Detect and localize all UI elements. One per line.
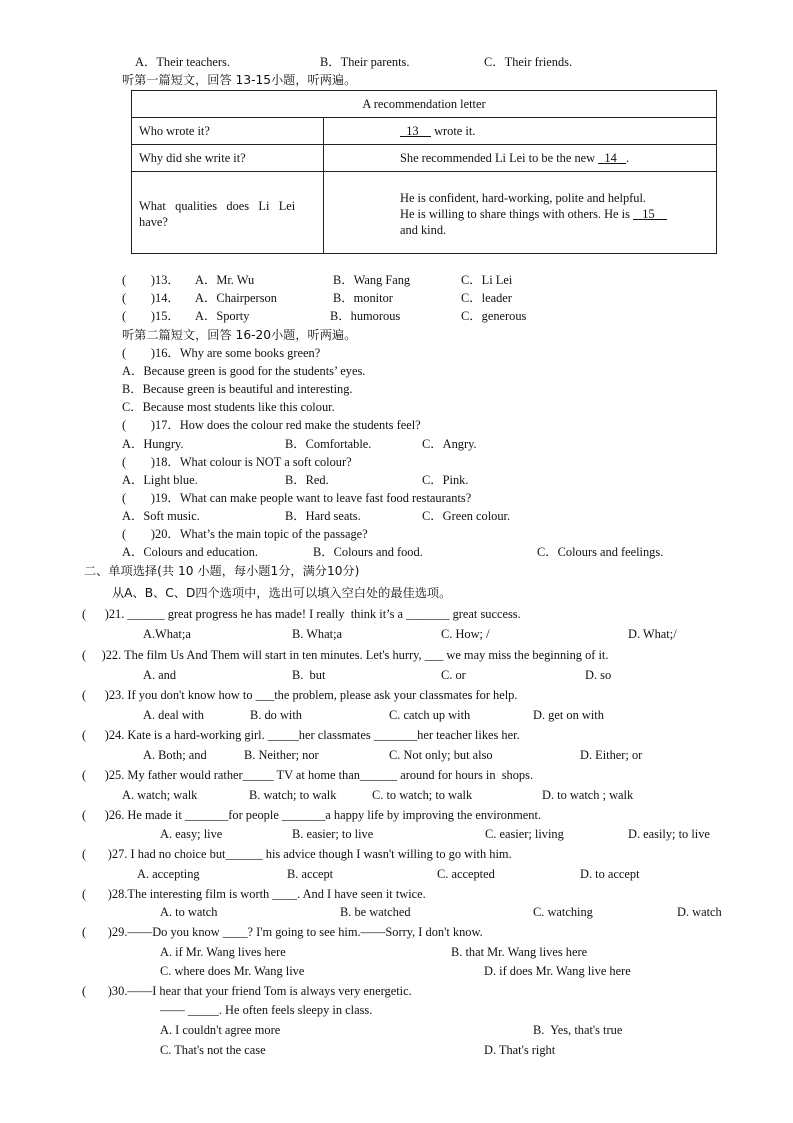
- q25-option-a: A. watch; walk: [122, 788, 198, 802]
- q13-option-b: B．Wang Fang: [333, 273, 411, 287]
- table-row3-question-line2: have?: [139, 215, 168, 229]
- q26-option-d: D. easily; to live: [628, 827, 710, 841]
- q18-option-a: A．Light blue.: [122, 473, 198, 487]
- q24-option-c: C. Not only; but also: [389, 748, 493, 762]
- q14-option-c: C．leader: [461, 291, 512, 305]
- table-row3-answer-line1: He is confident, hard-working, polite and helpful.: [400, 191, 647, 205]
- q18-option-c: C．Pink.: [422, 473, 469, 487]
- section2-title: 二、单项选择(共 10 小题，每小题1分，满分10分): [84, 564, 360, 578]
- q23-option-c: C. catch up with: [389, 708, 471, 722]
- q17-option-c: C．Angry.: [422, 437, 477, 451]
- q17-option-a: A．Hungry.: [122, 437, 184, 451]
- q19-stem: ( )19．What can make people want to leave fast food restaurants?: [122, 491, 472, 505]
- q12-option-a: A．Their teachers.: [135, 55, 230, 69]
- q17-option-b: B．Comfortable.: [285, 437, 372, 451]
- q16-option-b: B．Because green is beautiful and interesting.: [122, 382, 353, 396]
- q12-option-c: C．Their friends.: [484, 55, 573, 69]
- blank-13: 13: [406, 124, 419, 138]
- q28-stem: ( )28.The interesting film is worth ____. And I have seen it twice.: [82, 887, 426, 901]
- listening-passage2-instruction: 听第二篇短文，回答 16-20小题，听两遍。: [122, 328, 357, 342]
- q20-option-b: B．Colours and food.: [313, 545, 423, 559]
- q13-number: ( )13．: [122, 273, 180, 287]
- q27-option-d: D. to accept: [580, 867, 640, 881]
- q23-option-b: B. do with: [250, 708, 302, 722]
- table-row3-question-line1: What qualities does Li Lei: [139, 199, 296, 213]
- q30-stem-line2: —— _____. He often feels sleepy in class.: [160, 1003, 373, 1017]
- q21-stem: ( )21. ______ great progress he has made! I really think it’s a _______ great success.: [82, 607, 521, 621]
- q24-stem: ( )24. Kate is a hard-working girl. _____her classmates _______her teacher likes her.: [82, 728, 520, 742]
- q24-option-d: D. Either; or: [580, 748, 643, 762]
- q15-option-a: A．Sporty: [195, 309, 250, 323]
- q16-option-a: A．Because green is good for the students’ eyes.: [122, 364, 366, 378]
- q29-option-d: D. if does Mr. Wang live here: [484, 964, 631, 978]
- q23-option-a: A. deal with: [143, 708, 204, 722]
- table-row1-answer: 13 wrote it.: [406, 124, 476, 138]
- q28-option-b: B. be watched: [340, 905, 411, 919]
- blank-14: 14: [604, 151, 617, 165]
- q14-option-b: B．monitor: [333, 291, 393, 305]
- q22-option-c: C. or: [441, 668, 466, 682]
- q20-option-c: C．Colours and feelings.: [537, 545, 664, 559]
- table-row3-answer-line3: and kind.: [400, 223, 447, 237]
- q29-option-c: C. where does Mr. Wang live: [160, 964, 305, 978]
- q12-option-b: B．Their parents.: [320, 55, 410, 69]
- q14-option-a: A．Chairperson: [195, 291, 277, 305]
- q15-number: ( )15．: [122, 309, 180, 323]
- table-title: A recommendation letter: [362, 97, 486, 111]
- q22-stem: ( )22. The film Us And Them will start in ten minutes. Let's hurry, ___ we may miss the beginning of it.: [82, 648, 609, 662]
- q17-stem: ( )17．How does the colour red make the students feel?: [122, 418, 421, 432]
- q13-option-c: C．Li Lei: [461, 273, 513, 287]
- q27-option-a: A. accepting: [137, 867, 200, 881]
- q21-option-a: A.What;a: [143, 627, 191, 641]
- q26-stem: ( )26. He made it _______for people _______a happy life by improving the environment.: [82, 808, 542, 822]
- q29-option-a: A. if Mr. Wang lives here: [160, 945, 286, 959]
- recommendation-letter-table: [131, 90, 717, 254]
- q20-option-a: A．Colours and education.: [122, 545, 258, 559]
- q27-stem: ( )27. I had no choice but______ his advice though I wasn't willing to go with him.: [82, 847, 512, 861]
- q20-stem: ( )20．What’s the main topic of the passage?: [122, 527, 368, 541]
- q30-stem: ( )30.——I hear that your friend Tom is always very energetic.: [82, 984, 412, 998]
- q19-option-c: C．Green colour.: [422, 509, 511, 523]
- q21-option-d: D. What;/: [628, 627, 677, 641]
- q30-option-c: C. That's not the case: [160, 1043, 266, 1057]
- q29-stem: ( )29.——Do you know ____? I'm going to see him.——Sorry, I don't know.: [82, 925, 483, 939]
- q22-option-d: D. so: [585, 668, 612, 682]
- blank-15: 15: [642, 207, 655, 221]
- q30-option-d: D. That's right: [484, 1043, 556, 1057]
- q21-option-c: C. How; /: [441, 627, 490, 641]
- q24-option-a: A. Both; and: [143, 748, 207, 762]
- q30-option-b: B. Yes, that's true: [533, 1023, 623, 1037]
- q28-option-c: C. watching: [533, 905, 593, 919]
- q18-stem: ( )18．What colour is NOT a soft colour?: [122, 455, 352, 469]
- q22-option-b: B. but: [292, 668, 326, 682]
- q25-stem: ( )25. My father would rather_____ TV at home than______ around for hours in shops.: [82, 768, 534, 782]
- table-row1-question: Who wrote it?: [139, 124, 210, 138]
- q25-option-d: D. to watch ; walk: [542, 788, 634, 802]
- q18-option-b: B．Red.: [285, 473, 329, 487]
- q29-option-b: B. that Mr. Wang lives here: [451, 945, 588, 959]
- q30-option-a: A. I couldn't agree more: [160, 1023, 281, 1037]
- q27-option-b: B. accept: [287, 867, 334, 881]
- q23-option-d: D. get on with: [533, 708, 604, 722]
- q23-stem: ( )23. If you don't know how to ___the problem, please ask your classmates for help.: [82, 688, 518, 702]
- q13-option-a: A．Mr. Wu: [195, 273, 255, 287]
- q16-option-c: C．Because most students like this colour.: [122, 400, 335, 414]
- listening-passage1-instruction: 听第一篇短文，回答 13-15小题，听两遍。: [122, 73, 357, 87]
- q26-option-b: B. easier; to live: [292, 827, 374, 841]
- q14-number: ( )14．: [122, 291, 180, 305]
- q25-option-b: B. watch; to walk: [249, 788, 337, 802]
- q24-option-b: B. Neither; nor: [244, 748, 319, 762]
- q26-option-a: A. easy; live: [160, 827, 223, 841]
- q21-option-b: B. What;a: [292, 627, 343, 641]
- q15-option-c: C．generous: [461, 309, 527, 323]
- q16-stem: ( )16．Why are some books green?: [122, 346, 321, 360]
- table-row3-answer-line2: He is willing to share things with others. He is 15: [400, 207, 655, 221]
- q15-option-b: B．humorous: [330, 309, 401, 323]
- q28-option-a: A. to watch: [160, 905, 218, 919]
- q19-option-b: B．Hard seats.: [285, 509, 361, 523]
- table-row2-answer: She recommended Li Lei to be the new 14 .: [400, 151, 630, 165]
- q22-option-a: A. and: [143, 668, 177, 682]
- q26-option-c: C. easier; living: [485, 827, 564, 841]
- q28-option-d: D. watch: [677, 905, 722, 919]
- table-row2-question: Why did she write it?: [139, 151, 246, 165]
- q27-option-c: C. accepted: [437, 867, 495, 881]
- q19-option-a: A．Soft music.: [122, 509, 200, 523]
- q25-option-c: C. to watch; to walk: [372, 788, 473, 802]
- section2-instruction: 从A、B、C、D四个选项中，选出可以填入空白处的最佳选项。: [112, 586, 452, 600]
